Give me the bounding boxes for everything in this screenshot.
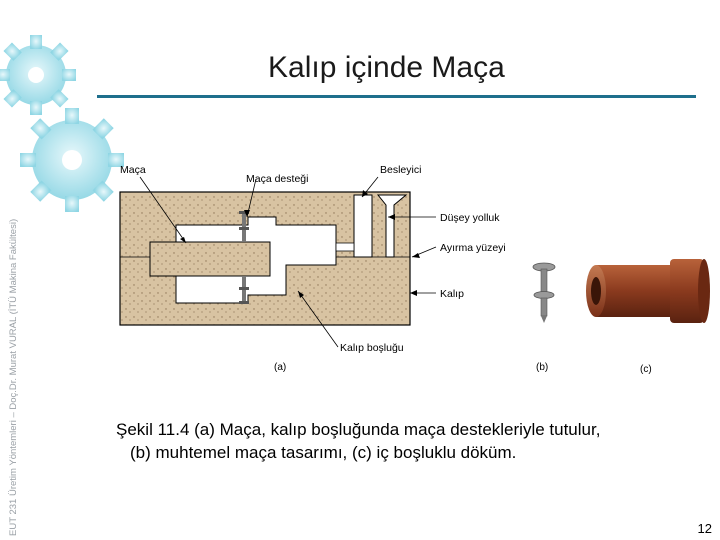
side-footer-label: EUT 231 Üretim Yöntemleri – Doç.Dr. Murat VURAL (İTÜ Makina Fakültesi) bbox=[8, 218, 19, 536]
panel-label-b: (b) bbox=[536, 362, 549, 373]
panel-label-c: (c) bbox=[640, 364, 652, 375]
gear-decoration-icon bbox=[0, 30, 130, 230]
label-kalip: Kalıp bbox=[440, 288, 464, 300]
chaplet-drawing bbox=[533, 263, 555, 323]
page-number: 12 bbox=[697, 521, 712, 536]
slide-title: Kalıp içinde Maça bbox=[268, 51, 505, 84]
caption-line-1: Şekil 11.4 (a) Maça, kalıp boşluğunda maça destekleriyle tutulur, bbox=[116, 420, 601, 439]
side-footer-text bbox=[0, 0, 19, 540]
gear-small-icon bbox=[20, 108, 124, 212]
label-kalip-boslugu: Kalıp boşluğu bbox=[340, 342, 404, 354]
figure-caption bbox=[116, 418, 706, 464]
label-dusey-yolluk: Düşey yolluk bbox=[440, 212, 500, 224]
label-maca-destegi: Maça desteği bbox=[246, 173, 309, 185]
panel-label-a: (a) bbox=[274, 362, 287, 373]
label-ayirma-yuzeyi: Ayırma yüzeyi bbox=[440, 242, 506, 254]
hollow-casting-drawing bbox=[586, 259, 710, 323]
core-in-mold-figure bbox=[116, 155, 716, 385]
label-besleyici: Besleyici bbox=[380, 164, 422, 176]
label-maca: Maça bbox=[120, 164, 146, 176]
title-divider bbox=[97, 95, 696, 98]
mold-drawing bbox=[120, 177, 436, 347]
caption-line-2: (b) muhtemel maça tasarımı, (c) iç boşluklu döküm. bbox=[130, 443, 517, 462]
